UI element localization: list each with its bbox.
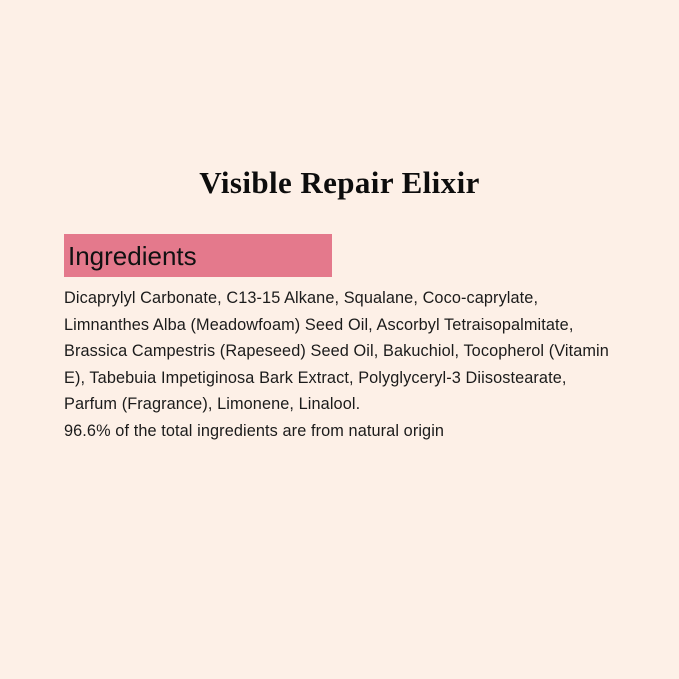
page-title: Visible Repair Elixir [199,165,480,200]
ingredients-body [64,285,620,445]
ingredients-heading: Ingredients [68,240,197,271]
ingredients-section-highlight [64,234,332,277]
ingredients-list-text: Dicaprylyl Carbonate, C13-15 Alkane, Squalane, Coco-caprylate, Limnanthes Alba (Meadowfoam) Seed Oil, Ascorbyl Tetraisopalmitate, Brassica Campestris (Rapeseed) Seed Oil, Bakuchiol, Tocopherol (Vitamin E), Tabebuia Impetiginosa Bark Extract, Polyglyceryl-3 Diisostearate, Parfum (Fragrance), Limonene, Linalool. [64,289,609,414]
natural-origin-note: 96.6% of the total ingredients are from natural origin [64,421,445,440]
